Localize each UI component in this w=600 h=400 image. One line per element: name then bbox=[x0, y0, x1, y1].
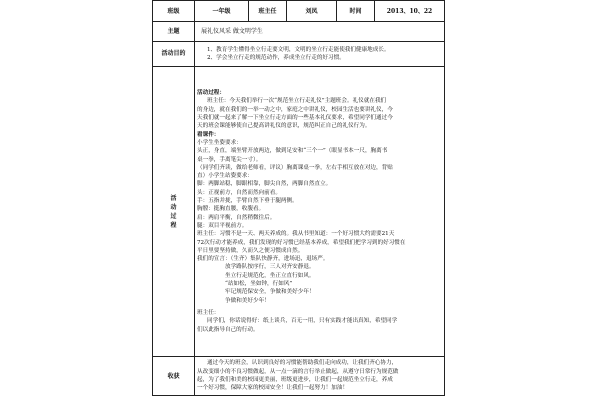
process-line: 桌一拳，手离笔尖一寸）。 bbox=[197, 156, 262, 163]
topic-value: 展礼仪风采 做文明学生 bbox=[195, 22, 445, 42]
process-label bbox=[153, 67, 195, 357]
topic-row bbox=[153, 22, 445, 42]
process-line: 手：五指并拢，手臂自然下垂于腿两侧。 bbox=[197, 198, 298, 205]
gain-row bbox=[153, 357, 445, 396]
process-label-char: 程 bbox=[170, 221, 177, 229]
process-line: 平日里要坚持做，久而久之便习惯成自然。 bbox=[197, 247, 304, 254]
process-line: 天我们就一起来了解一下坐立行走方面的一些基本礼仪要求，希望同学们通过今 bbox=[197, 115, 393, 122]
gain-line: 一个好习惯，保障大家的校园安全！让我们一起努力！加油！ bbox=[197, 385, 349, 392]
teacher-value: 刘凤 bbox=[287, 1, 337, 22]
header-row bbox=[153, 1, 445, 22]
process-line: 班主任： bbox=[197, 309, 220, 316]
goal-label: 活动目的 bbox=[153, 42, 195, 67]
process-line: 看课件： bbox=[197, 131, 220, 138]
goal-content bbox=[195, 42, 445, 67]
gain-line: 起，为了我们和美的校园更美丽，班级更进步，让我们一起规范坐立行走，养成 bbox=[197, 377, 393, 383]
process-label-char: 过 bbox=[170, 212, 177, 220]
gain-line: 从改变细小的不良习惯做起，从一点一滴的言行举止做起，从遵守日常行为规范做 bbox=[197, 368, 399, 375]
goal-row bbox=[153, 42, 445, 67]
process-line: 坐立行走规范化，坐正立直行如风。 bbox=[225, 272, 315, 279]
class-value: 一年级 bbox=[195, 1, 249, 22]
process-line: 争做和美好少年！ bbox=[225, 297, 270, 304]
process-line: “站如松，坐如钟，行如风” bbox=[225, 281, 293, 288]
process-label-char: 动 bbox=[170, 203, 177, 211]
process-line: 直）小学生站姿要求： bbox=[197, 173, 253, 180]
process-line: 小学生坐姿要求： bbox=[197, 139, 242, 146]
process-line: 班主任：习惯不是一天、两天养成的。我从书里知道：一个好习惯大约需要21天 bbox=[197, 231, 395, 238]
time-value: 2013、10、22 bbox=[375, 1, 445, 22]
gain-content bbox=[195, 357, 445, 396]
lesson-plan-sheet bbox=[152, 0, 444, 400]
process-content bbox=[195, 67, 445, 357]
process-line: （同学们齐读，做给老师看，评议）胸离课桌一拳，左右手相互放在对边，背贴 bbox=[197, 164, 393, 171]
process-line: 们以此指导自己的行动。 bbox=[197, 326, 259, 333]
process-line: 脚：两脚站稳，脚跟相靠，脚尖自然，两脚自然直立。 bbox=[197, 181, 332, 188]
process-line: 放学路队按序行，三人对齐安静退。 bbox=[225, 264, 315, 271]
process-line: 腿：双目平视前方。 bbox=[197, 222, 248, 229]
class-label: 班级 bbox=[153, 1, 195, 22]
teacher-label: 班主任 bbox=[249, 1, 287, 22]
lesson-plan-table bbox=[152, 0, 445, 396]
process-line: 头正，身直，端坐臂开放两边，做到足安和“三个一”（眼显书本一尺，胸离书 bbox=[197, 148, 388, 155]
goal-item: 2、学会坐立行走的规范动作，养成坐立行走的好习惯。 bbox=[207, 55, 345, 61]
gain-line: 通过今天的班会，认识到良好的习惯能帮助我们走向成功，让我们齐心协力， bbox=[207, 360, 398, 367]
goal-item: 1、教育学生懂得坐立行走要文明，文明的坐立行走能使我们健康地成长。 bbox=[207, 46, 390, 53]
process-line: 的身边，就在我们的一举一动之中，家庭之中讲礼仪，校园生活也要讲礼仪，今 bbox=[197, 106, 393, 113]
process-row bbox=[153, 67, 445, 357]
time-label: 时间 bbox=[337, 1, 375, 22]
process-line: 同学们，你话说得好：纸上谈兵，百无一用，只有实践才能出真知，希望同学 bbox=[207, 318, 398, 325]
process-line: 72次行动才能养成，我们发现的好习惯已经基本养成，希望我们把学习到的好习惯在 bbox=[197, 239, 406, 246]
process-line: 胸膛：挺胸直腰，收腹看。 bbox=[197, 206, 265, 213]
gain-label: 收获 bbox=[153, 357, 195, 396]
topic-label: 主题 bbox=[153, 22, 195, 42]
process-line: 班主任：今天我们举行一次“规范坐立行走礼仪”主题班会。礼仪就在我们 bbox=[207, 98, 387, 105]
process-line: 活动过程： bbox=[197, 90, 225, 97]
process-label-char: 活 bbox=[170, 194, 177, 202]
process-line: 天的班会课能够使自己提高讲礼仪的意识，规范纠正自己的礼仪行为。 bbox=[197, 123, 371, 130]
process-line: 头：正视前方，自然而然向前看。 bbox=[197, 189, 281, 196]
process-line: 肩：两肩平衡，自然稍微往后。 bbox=[197, 214, 276, 221]
process-line: 牢记规范保安全，争做和美好少年！ bbox=[225, 289, 315, 296]
process-line: 我们的宣言：（生齐）集队快静齐，进场迅，退场严。 bbox=[197, 256, 329, 263]
